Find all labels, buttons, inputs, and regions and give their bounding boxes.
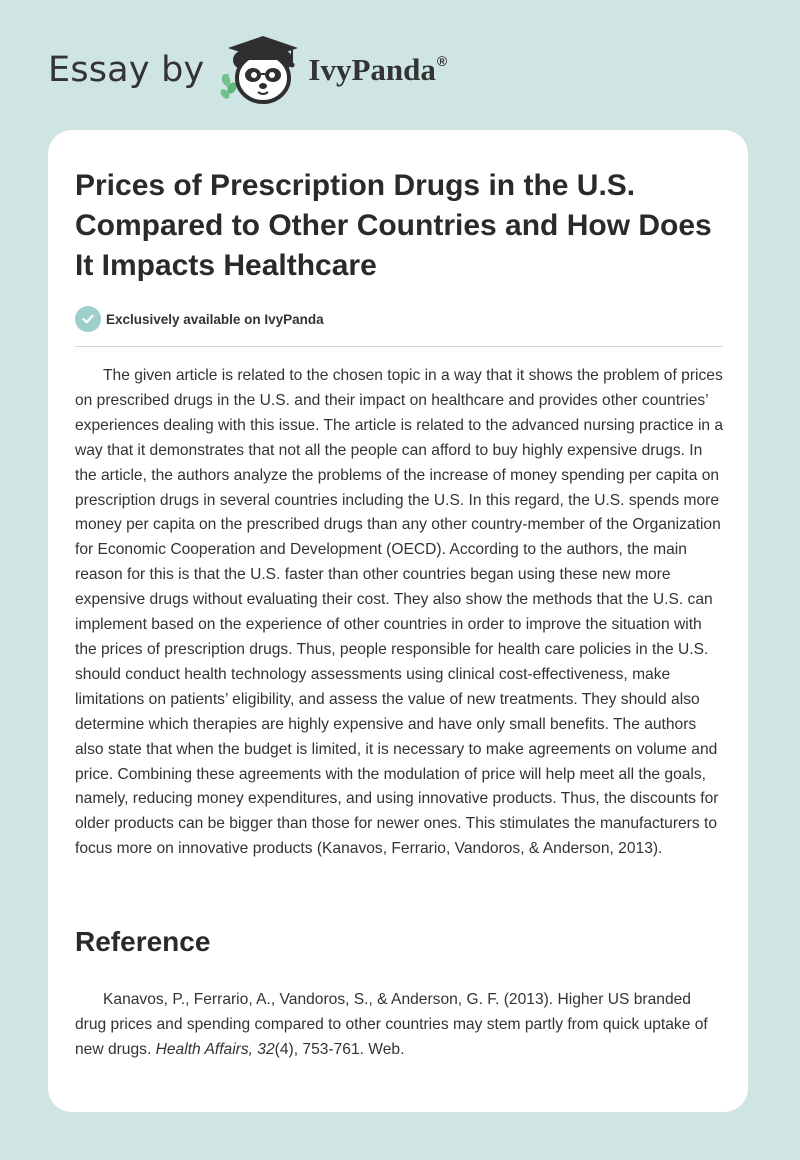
citation-start: Kanavos, P., Ferrario, A., Vandoros, S., & Anderson, G. F. (2013). Higher US branded drug prices and spending compared to other countries may stem partly from quick uptake of new drugs.: [75, 991, 708, 1058]
divider: [75, 346, 723, 347]
citation-journal: Health Affairs, 32: [155, 1040, 275, 1058]
essay-title: Prices of Prescription Drugs in the U.S. Compared to Other Countries and How Does It Impacts Healthcare: [75, 169, 712, 282]
citation-end: (4), 753-761. Web.: [274, 1040, 405, 1058]
reference-citation: [75, 988, 724, 1063]
brand-name-text: IvyPanda: [308, 52, 436, 87]
brand-name[interactable]: [308, 52, 447, 88]
registered-mark: ®: [436, 53, 448, 69]
exclusive-label: Exclusively available on IvyPanda: [106, 311, 324, 327]
checkmark-icon: [75, 306, 101, 332]
brand-header: [48, 30, 447, 110]
essay-card: [48, 130, 748, 1112]
panda-logo-icon[interactable]: [218, 30, 304, 110]
exclusive-badge: [75, 306, 324, 332]
essay-body: The given article is related to the chosen topic in a way that it shows the problem of prices on prescribed drugs in the U.S. and their impact on healthcare and provides other countries’ experiences dealing with this issue. The article is related to the advanced nursing practice in a way that it demonstrates that not all the people can afford to buy highly expensive drugs. In the article, the authors analyze the problems of the increase of money spending per capita on prescription drugs in several countries including the U.S. In this regard, the U.S. spends more money per capita on the prescribed drugs than any other country-member of the Organization for Economic Cooperation and Development (OECD). According to the authors, the main reason for this is that the U.S. faster than other countries began using these new more expensive drugs without evaluating their cost. They also show the methods that the U.S. can implement based on the experience of other countries in order to improve the situation with the prices of prescription drugs. Thus, people responsible for health care policies in the U.S. should conduct health technology assessments using clinical cost-effectiveness, make limitations on patients’ eligibility, and assess the value of new treatments. They should also determine which therapies are highly expensive and have only small benefits. The authors also state that when the budget is limited, it is necessary to make agreements on volume and price. Combining these agreements with the modulation of price will help meet all the goals, namely, reducing money expenditures, and using innovative products. Thus, the discounts for older products can be bigger than those for newer ones. This stimulates the manufacturers to focus more on innovative products (Kanavos, Ferrario, Vandoros, & Anderson, 2013).: [75, 367, 724, 858]
brand-prefix: Essay by: [48, 50, 205, 90]
reference-heading: Reference: [75, 926, 211, 957]
